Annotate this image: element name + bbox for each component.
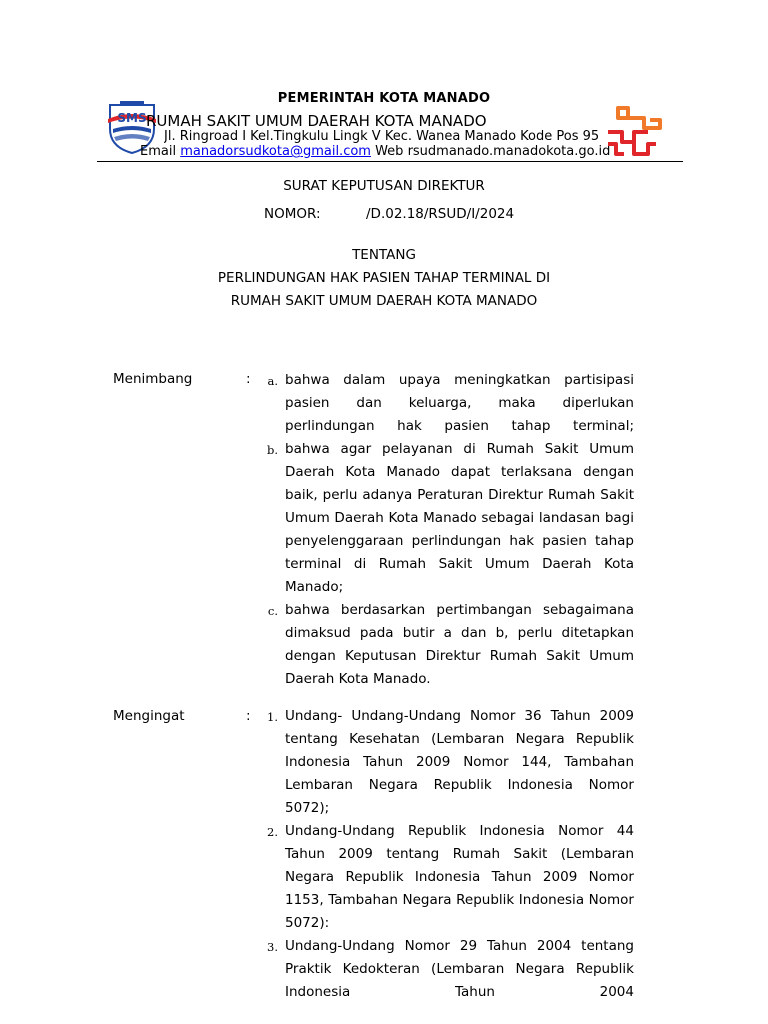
mengingat-colon: : [246, 708, 251, 724]
menimbang-label: Menimbang [113, 371, 193, 387]
email-prefix: Email [140, 144, 177, 159]
list-marker: a. [267, 374, 278, 388]
list-item: Undang-Undang Nomor 29 Tahun 2004 tentang Praktik Kedokteran (Lembaran Negara Republik Indonesia Tahun 2004 [285, 938, 634, 1000]
list-marker: c. [267, 604, 278, 618]
menimbang-colon: : [246, 371, 251, 387]
list-item: bahwa dalam upaya meningkatkan partisipasi pasien dan keluarga, maka diperlukan perlindungan hak pasien tahap terminal; [285, 372, 634, 434]
list-item: Undang- Undang-Undang Nomor 36 Tahun 2009 tentang Kesehatan (Lembaran Negara Republik Indonesia Tahun 2009 Nomor 144, Tambahan Lembaran Negara Republik Indonesia Nomor 5072); [285, 708, 634, 816]
list-marker: 1. [267, 710, 278, 724]
hospital-logo [604, 104, 668, 158]
list-item: bahwa berdasarkan pertimbangan sebagaimana dimaksud pada butir a dan b, perlu ditetapkan dengan Keputusan Direktur Rumah Sakit Umum Daerah Kota Manado. [285, 602, 634, 687]
logo-text: SMS [117, 111, 147, 125]
hospital-address: Jl. Ringroad I Kel.Tingkulu Lingk V Kec. Wanea Manado Kode Pos 95 [164, 129, 600, 144]
government-name: PEMERINTAH KOTA MANADO [277, 91, 491, 106]
mengingat-label: Mengingat [113, 708, 185, 724]
list-item: bahwa agar pelayanan di Rumah Sakit Umum Daerah Kota Manado dapat terlaksana dengan baik, perlu adanya Peraturan Direktur Rumah Sakit Umum Daerah Kota Manado sebagai landasan bagi penyelenggaraan perlindungan hak pasien tahap terminal di Rumah Sakit Umum Daerah Kota Manado; [285, 441, 634, 595]
decree-title: SURAT KEPUTUSAN DIREKTUR [283, 178, 485, 194]
list-item: Undang-Undang Republik Indonesia Nomor 44 Tahun 2009 tentang Rumah Sakit (Lembaran Negara Republik Indonesia Tahun 2009 Nomor 1153, Tambahan Negara Republik Indonesia Nomor 5072): [285, 823, 634, 931]
hospital-name: RUMAH SAKIT UMUM DAERAH KOTA MANADO [146, 112, 487, 130]
subject-line-2: RUMAH SAKIT UMUM DAERAH KOTA MANADO [230, 293, 538, 309]
about-heading: TENTANG [352, 247, 416, 263]
decree-number-value: /D.02.18/RSUD/I/2024 [366, 206, 515, 222]
list-marker: 3. [267, 940, 278, 954]
website: Web rsudmanado.manadokota.go.id [375, 144, 611, 159]
subject-line-1: PERLINDUNGAN HAK PASIEN TAHAP TERMINAL DI [217, 270, 551, 286]
contact-line [140, 144, 618, 159]
email-link[interactable]: manadorsudkota@gmail.com [180, 144, 371, 159]
list-marker: b. [266, 443, 278, 457]
decree-number-label: NOMOR: [264, 206, 321, 222]
list-marker: 2. [267, 825, 278, 839]
letterhead-divider [97, 161, 683, 162]
